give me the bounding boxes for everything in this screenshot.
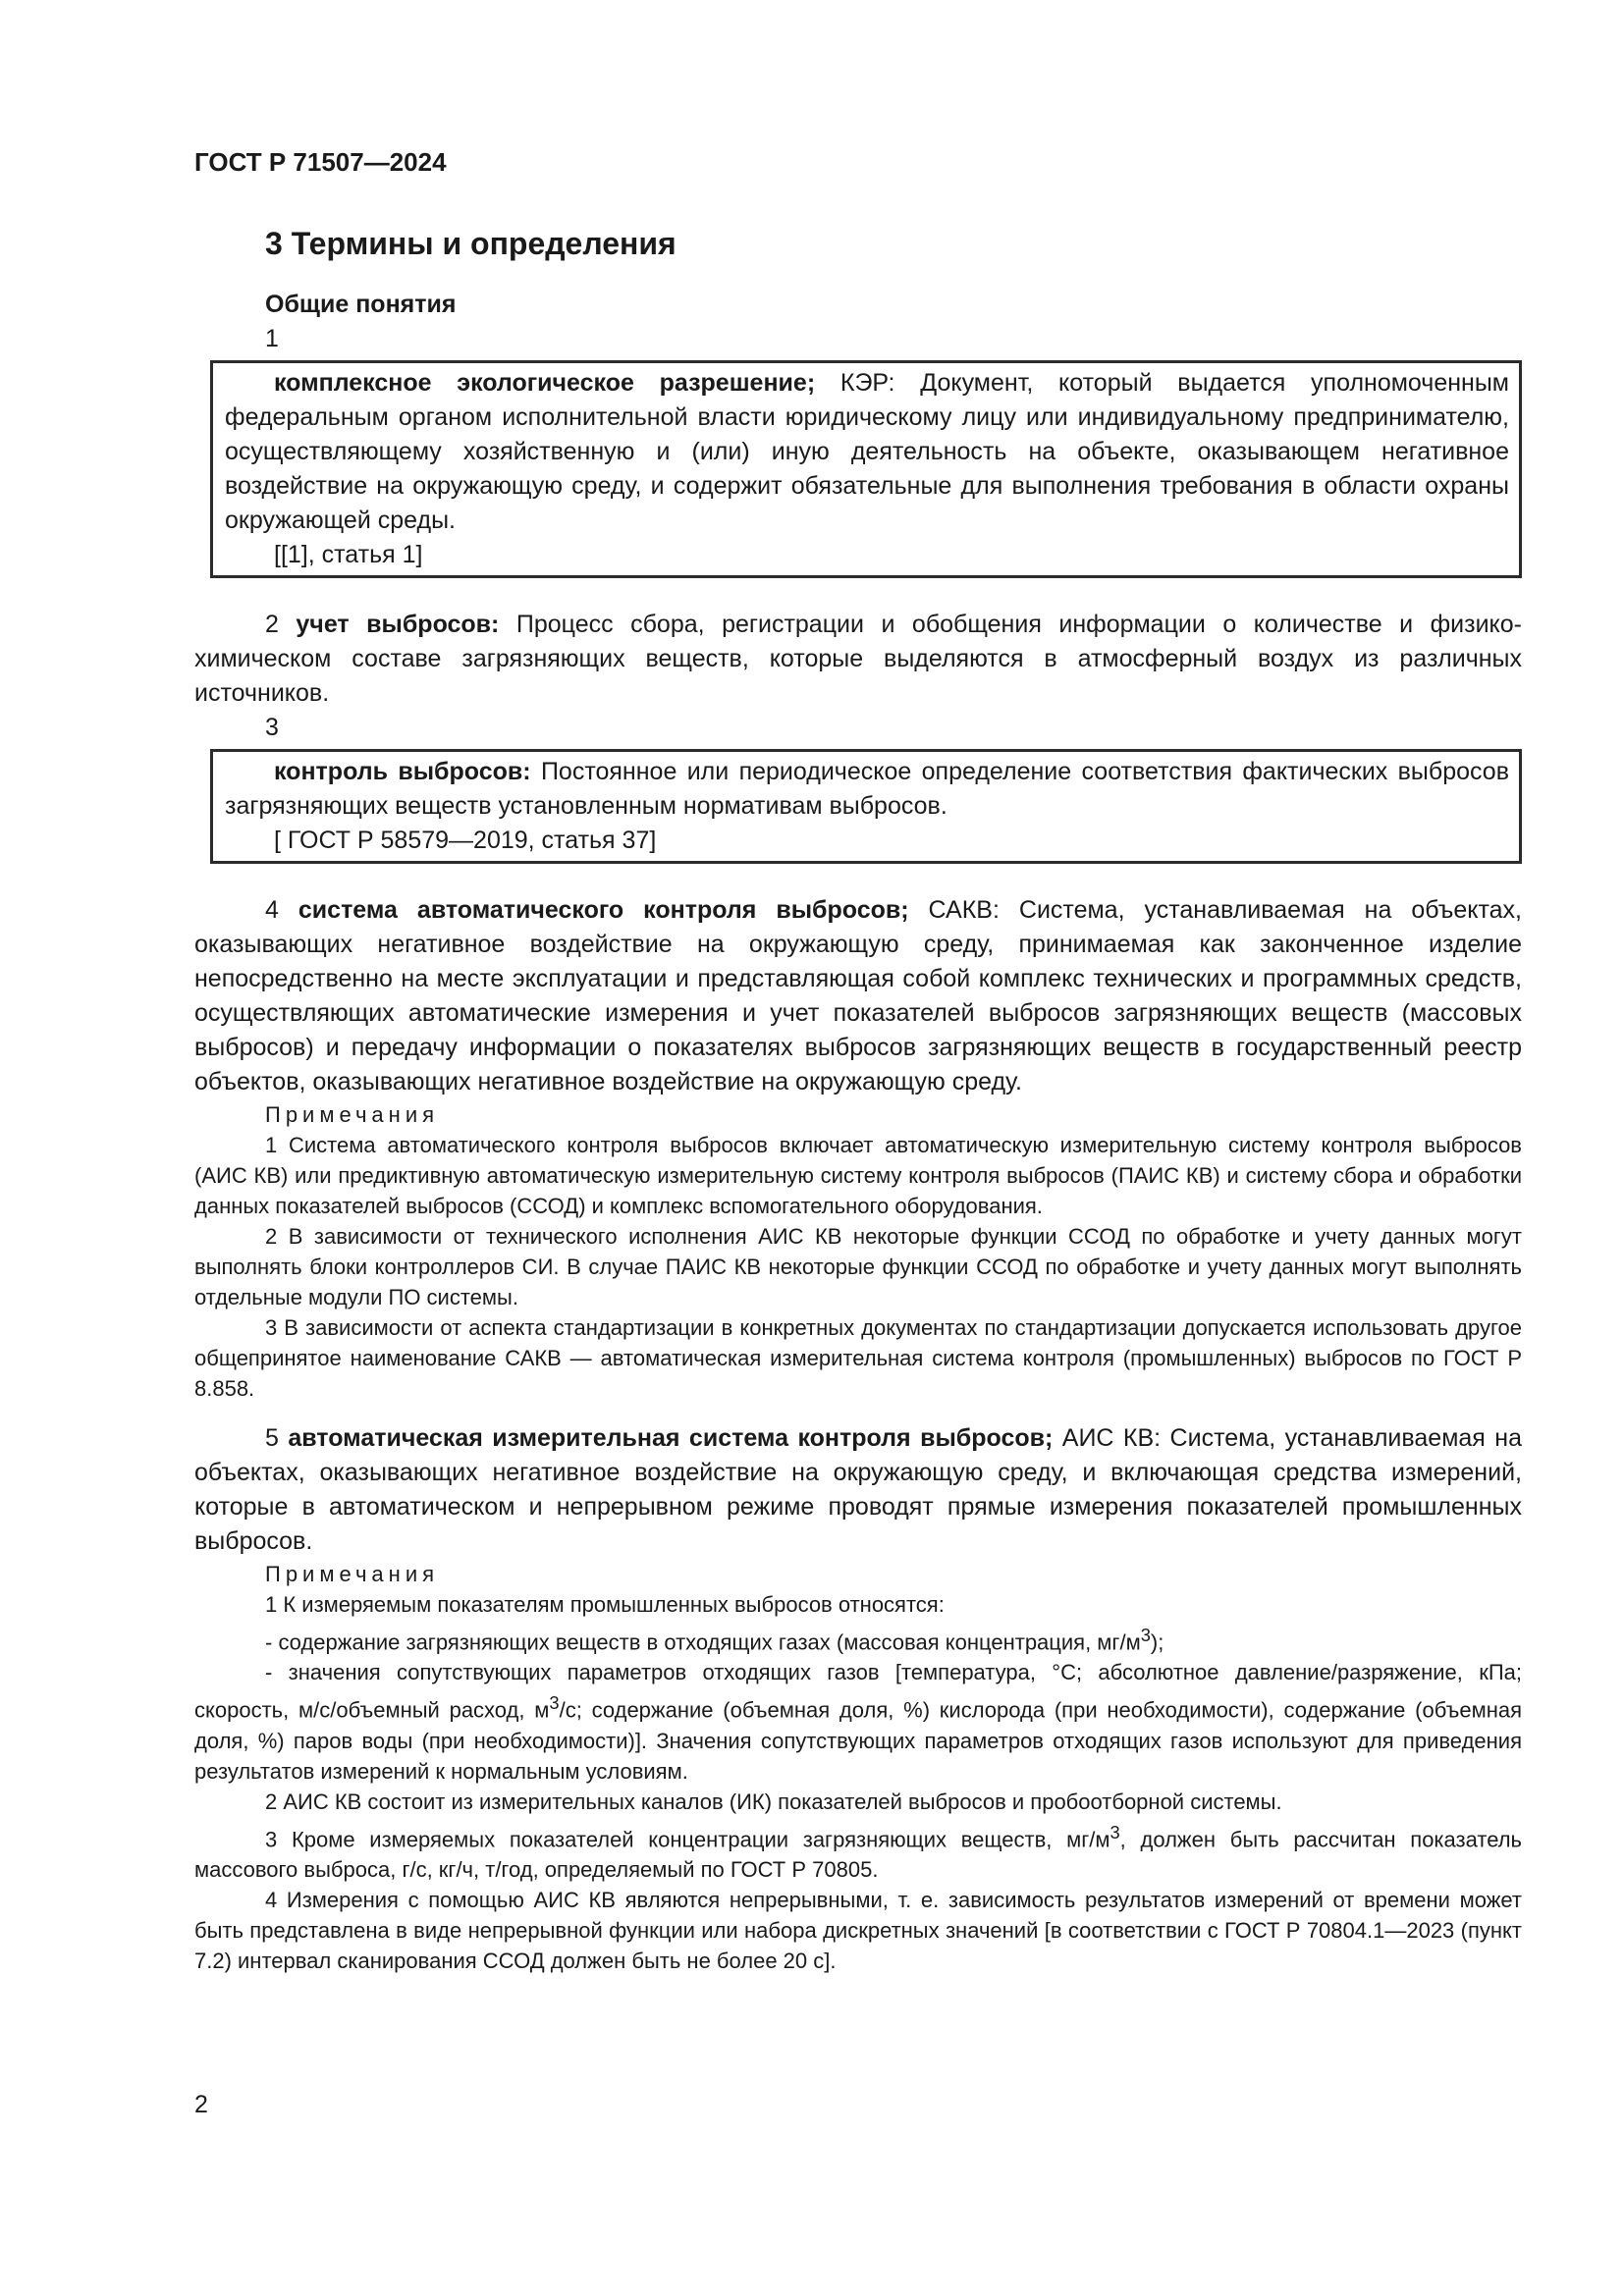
term-5-text	[194, 1421, 1522, 1559]
term-5-note: 4 Измерения с помощью АИС КВ являются непрерывными, т. е. зависимость результатов измерений от времени может быть представлена в виде непрерывной функции или набора дискретных значений [в соответствии с ГОСТ Р 70804.1—2023 (пункт 7.2) интервал сканирования ССОД должен быть не более 20 с].	[194, 1887, 1522, 1973]
term-5-note	[194, 1817, 1522, 1885]
document-header: ГОСТ Р 71507—2024	[194, 147, 447, 177]
term-3-definition: Постоянное или периодическое определение соответствия фактических выбросов загрязняющих веществ установленным нормативам выбросов.	[225, 758, 1509, 820]
term-4-note: 3 В зависимости от аспекта стандартизации в конкретных документах по стандартизации допускается использовать другое общепринятое наименование САКВ — автоматическая измерительная система контроля (промышленных) выбросов по ГОСТ Р 8.858.	[194, 1315, 1522, 1401]
term-4-definition: САКВ: Система, устанавливаемая на объектах, оказывающих негативное воздействие на окружающую среду, принимаемая как законченное изделие непосредственно на месте эксплуатации и представляющая собой комплекс технических и программных средств, осуществляющих автоматические измерения и учет показателей выбросов загрязняющих веществ (массовых выбросов) и передачу информации о показателях выбросов загрязняющих веществ в государственный реестр объектов, оказывающих негативное воздействие на окружающую среду.	[194, 896, 1522, 1095]
superscript: 3	[1140, 1625, 1151, 1645]
superscript: 3	[1110, 1821, 1120, 1842]
term-5-note: 2 АИС КВ состоит из измерительных каналов (ИК) показателей выбросов и пробоотборной системы.	[265, 1789, 1282, 1814]
note-text: /с; содержание (объемная доля, %) кислорода (при необходимости), содержание (объемная доля, %) паров воды (при необходимости)]. Значения сопутствующих параметров отходящих газов используют для приведения результатов измерений к нормальным условиям.	[194, 1697, 1522, 1784]
term-2-number: 2	[265, 611, 297, 638]
term-4-note: 1 Система автоматического контроля выбросов включает автоматическую измерительную систему контроля выбросов (АИС КВ) или предиктивную автоматическую измерительную систему контроля выбросов (ПАИС КВ) и систему сбора и обработки данных показателей выбросов (ССОД) и комплекс вспомогательного оборудования.	[194, 1133, 1522, 1218]
term-3-text	[225, 755, 1509, 824]
term-5-title: автоматическая измерительная система контроля выбросов;	[288, 1424, 1054, 1452]
term-5-note-item	[194, 1657, 1522, 1786]
note-text: - содержание загрязняющих веществ в отходящих газах (массовая концентрация, мг/м	[265, 1629, 1141, 1655]
term-3-number: 3	[265, 714, 279, 741]
term-4-text	[194, 893, 1522, 1099]
term-5-definition: АИС КВ: Система, устанавливаемая на объектах, оказывающих негативное воздействие на окружающую среду, и включающая средства измерений, которые в автоматическом и непрерывном режиме проводят прямые измерения показателей промышленных выбросов.	[194, 1424, 1522, 1555]
term-1-text	[225, 366, 1509, 538]
term-1-source: [[1], статья 1]	[274, 541, 423, 568]
term-1-title: комплексное экологическое разрешение;	[274, 369, 816, 397]
term-3-title: контроль выбросов:	[274, 758, 531, 785]
note-text: - значения сопутствующих параметров отходящих газов [температура, °С; абсолютное давление/разряжение, кПа; скорость, м/с/объемный расход, м	[194, 1660, 1522, 1723]
term-5-notes	[194, 1559, 1522, 1976]
term-4-notes	[194, 1099, 1522, 1404]
term-1-number: 1	[265, 325, 279, 352]
term-2-definition: Процесс сбора, регистрации и обобщения информации о количестве и физико-химическом составе загрязняющих веществ, которые выделяются в атмосферный воздух из различных источников.	[194, 611, 1522, 707]
note-text: );	[1150, 1629, 1164, 1655]
note-text: , должен быть рассчитан показатель массового выброса, г/с, кг/ч, т/год, определяемый по ГОСТ Р 70805.	[194, 1826, 1522, 1882]
term-4-notes-heading: Примечания	[265, 1102, 440, 1127]
term-4-number: 4	[265, 896, 298, 924]
subsection-title: Общие понятия	[265, 291, 457, 318]
term-4-note: 2 В зависимости от технического исполнения АИС КВ некоторые функции ССОД по обработке и учету данных могут выполнять блоки контроллеров СИ. В случае ПАИС КВ некоторые функции ССОД по обработке и учету данных могут выполнять отдельные модули ПО системы.	[194, 1224, 1522, 1309]
term-1-definition: КЭР: Документ, который выдается уполномоченным федеральным органом исполнительной власти юридическому лицу или индивидуальному предпринимателю, осуществляющему хозяйственную и (или) иную деятельность на объекте, оказывающем негативное воздействие на окружающую среду, и содержит обязательные для выполнения требования в области охраны окружающей среды.	[225, 369, 1509, 534]
term-5-note-item	[194, 1620, 1522, 1657]
term-1-box	[210, 360, 1522, 578]
page-number: 2	[194, 2091, 208, 2118]
term-5-notes-heading: Примечания	[265, 1562, 440, 1586]
superscript: 3	[549, 1692, 560, 1714]
term-5-number: 5	[265, 1424, 289, 1452]
term-4-title: система автоматического контроля выбросов;	[298, 896, 909, 924]
term-2-text	[194, 608, 1522, 711]
term-3-box	[210, 749, 1522, 864]
section-title: 3 Термины и определения	[265, 226, 677, 261]
terms-content	[194, 322, 1522, 1976]
term-3-source: [ ГОСТ Р 58579—2019, статья 37]	[274, 827, 657, 854]
term-2-title: учет выбросов:	[296, 611, 500, 638]
term-5-note: 1 К измеряемым показателям промышленных выбросов относятся:	[265, 1592, 945, 1617]
note-text: 3 Кроме измеряемых показателей концентрации загрязняющих веществ, мг/м	[265, 1826, 1110, 1851]
